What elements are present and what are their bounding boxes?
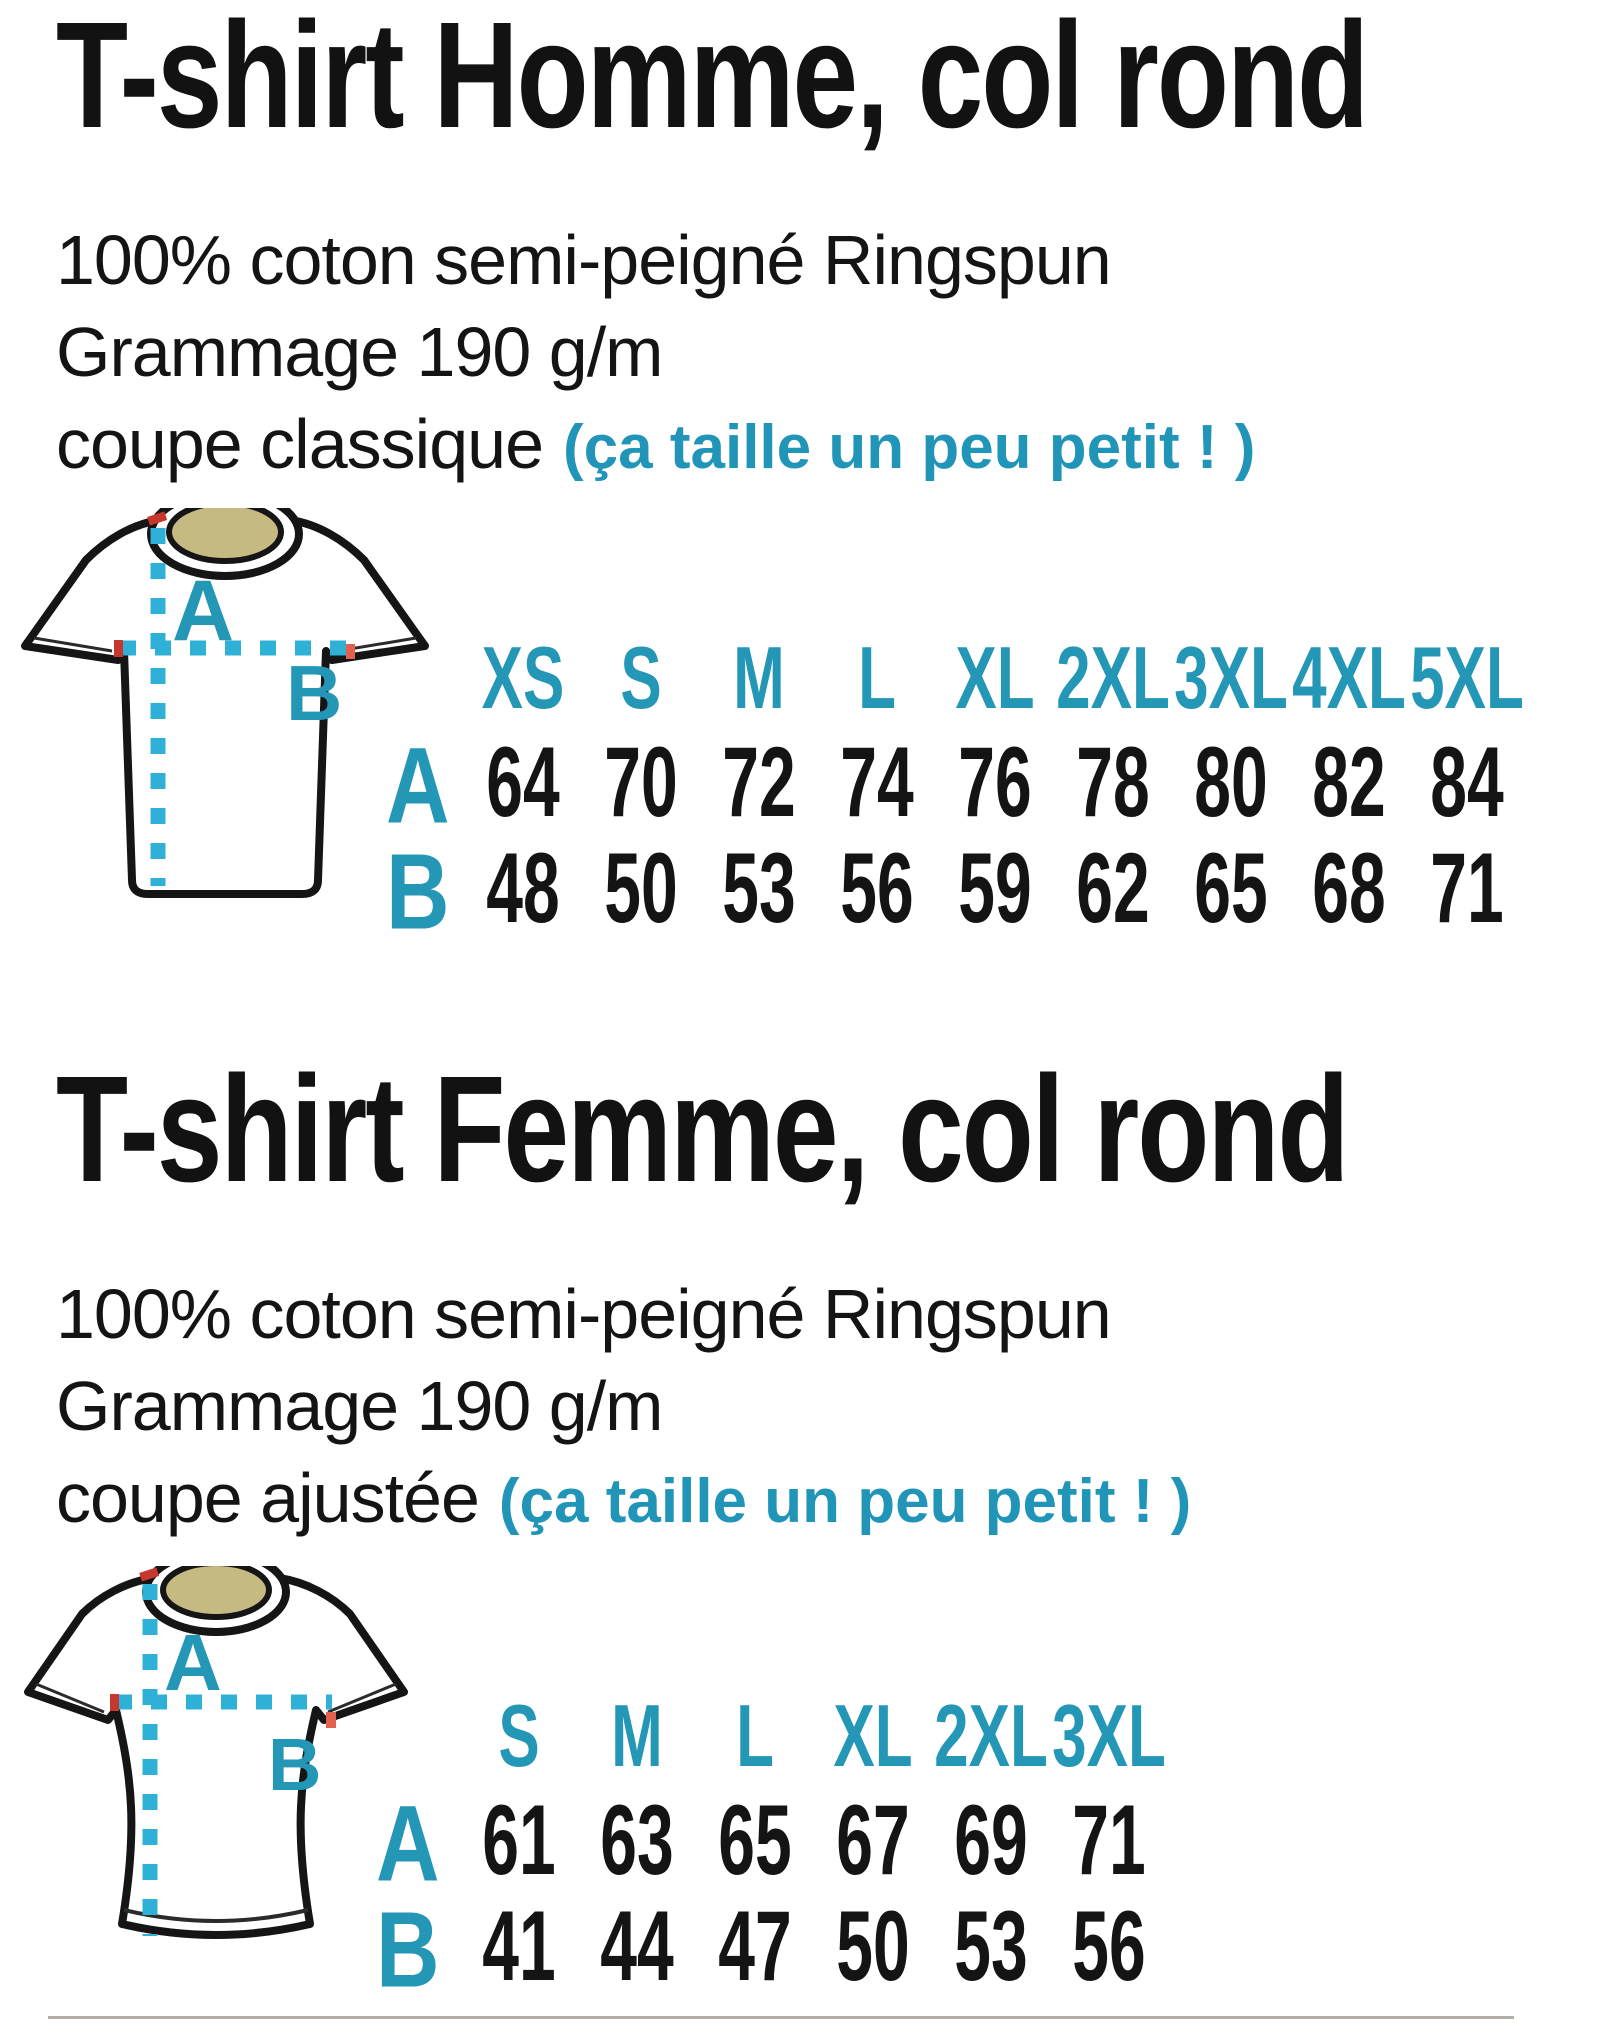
value-cell: 61 [482, 1783, 556, 1895]
page-title-homme: T-shirt Homme, col rond [56, 0, 1368, 161]
homme-material-line: 100% coton semi-peigné Ringspun [56, 221, 1111, 299]
value-cell: 76 [958, 725, 1032, 837]
size-col-m: M [733, 629, 785, 728]
size-col-l: L [858, 629, 896, 728]
value-cell: 71 [1430, 831, 1504, 943]
collar-inner [169, 508, 281, 561]
womens-size-table [376, 1687, 1168, 2010]
size-col-5xl: 5XL [1410, 629, 1524, 728]
homme-fit-label: coupe classique [56, 405, 543, 483]
femme-fit-line [56, 1452, 1600, 1548]
femme-title-row [56, 1045, 1600, 1238]
mark-right-red [346, 644, 355, 659]
value-cell: 53 [722, 831, 796, 943]
mark-right-orange [326, 1712, 336, 1728]
value-cell: 84 [1430, 725, 1504, 837]
collar-inner [163, 1566, 269, 1617]
femme-fit-label: coupe ajustée [56, 1459, 479, 1537]
homme-fit-line [56, 398, 1600, 494]
size-col-s: S [620, 629, 662, 728]
size-col-xl: XL [833, 1687, 913, 1786]
size-col-xl: XL [955, 629, 1035, 728]
value-cell: 50 [836, 1889, 910, 2001]
value-cell: 59 [958, 831, 1032, 943]
size-col-l: L [736, 1687, 774, 1786]
size-col-xs: XS [481, 629, 565, 728]
bottom-divider [48, 2016, 1514, 2019]
value-cell: 56 [840, 831, 914, 943]
value-cell: 53 [954, 1889, 1028, 2001]
page-title-femme: T-shirt Femme, col rond [56, 1045, 1348, 1215]
value-cell: 68 [1312, 831, 1386, 943]
value-cell: 70 [604, 725, 678, 837]
homme-fit-note: (ça taille un peu petit ! ) [563, 413, 1256, 482]
value-cell: 41 [482, 1889, 556, 2001]
value-cell: 69 [954, 1783, 1028, 1895]
diagram-a-label: A [164, 1618, 222, 1707]
row-b-label: B [376, 1889, 440, 2010]
value-cell: 56 [1072, 1889, 1146, 2001]
value-cell: 62 [1076, 831, 1150, 943]
femme-material-line: 100% coton semi-peigné Ringspun [56, 1275, 1111, 1353]
size-col-s: S [498, 1687, 540, 1786]
femme-weight-line: Grammage 190 g/m [56, 1367, 663, 1445]
mens-row-b [386, 831, 1526, 952]
value-cell: 63 [600, 1783, 674, 1895]
size-col-4xl: 4XL [1292, 629, 1406, 728]
value-cell: 44 [600, 1889, 674, 2001]
diagram-a-label: A [172, 563, 235, 659]
diagram-b-label: B [286, 649, 343, 737]
femme-diagram-and-table [20, 1566, 1600, 2010]
value-cell: 74 [840, 725, 914, 837]
homme-title-row [56, 0, 1600, 184]
homme-weight-line: Grammage 190 g/m [56, 313, 663, 391]
value-cell: 65 [718, 1783, 792, 1895]
value-cell: 82 [1312, 725, 1386, 837]
value-cell: 78 [1076, 725, 1150, 837]
womens-row-b [376, 1889, 1168, 2010]
size-col-2xl: 2XL [1056, 629, 1170, 728]
value-cell: 67 [836, 1783, 910, 1895]
value-cell: 47 [718, 1889, 792, 2001]
row-a-label: A [386, 725, 450, 846]
section-homme [0, 0, 1600, 958]
value-cell: 64 [486, 725, 560, 837]
mens-size-table [386, 629, 1526, 952]
value-cell: 48 [486, 831, 560, 943]
diagram-b-label: B [268, 1723, 322, 1806]
mark-left-red [110, 1694, 119, 1711]
mark-left-red [114, 640, 123, 657]
femme-fit-note: (ça taille un peu petit ! ) [498, 1467, 1192, 1536]
size-col-3xl: 3XL [1052, 1687, 1166, 1786]
row-b-label: B [386, 831, 450, 952]
size-col-3xl: 3XL [1174, 629, 1288, 728]
row-a-label: A [376, 1783, 440, 1904]
section-femme [0, 1045, 1600, 2010]
value-cell: 71 [1072, 1783, 1146, 1895]
homme-diagram-and-table [20, 508, 1600, 958]
value-cell: 72 [722, 725, 796, 837]
size-col-2xl: 2XL [934, 1687, 1048, 1786]
value-cell: 65 [1194, 831, 1268, 943]
size-col-m: M [611, 1687, 663, 1786]
value-cell: 50 [604, 831, 678, 943]
value-cell: 80 [1194, 725, 1268, 837]
